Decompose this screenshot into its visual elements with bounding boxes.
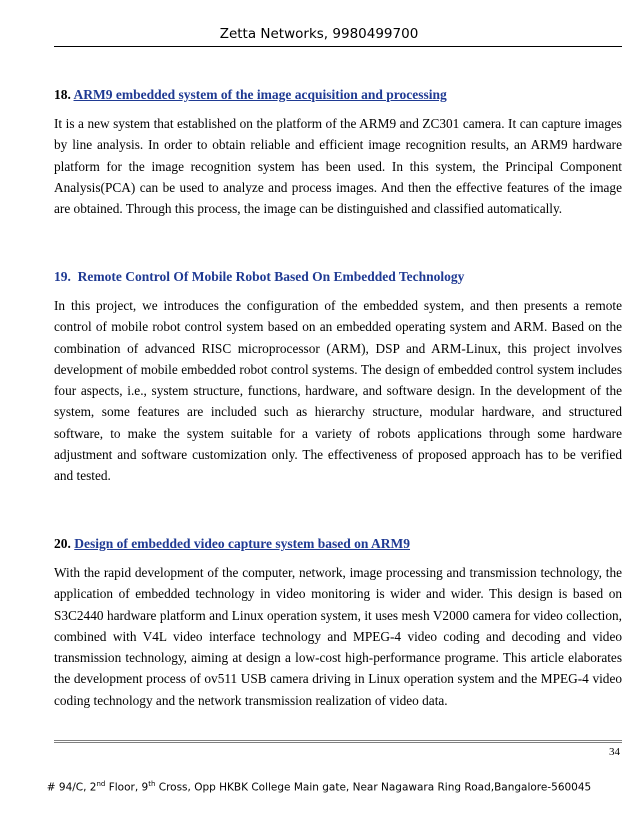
section-number: 18.	[54, 87, 71, 102]
section-title	[54, 535, 622, 553]
page-footer-address	[0, 780, 638, 794]
section-18	[54, 86, 622, 219]
section-number: 19.	[54, 269, 71, 284]
page-header: Zetta Networks, 9980499700	[219, 26, 419, 42]
section-number: 20.	[54, 536, 71, 551]
section-body: In this project, we introduces the configuration of the embedded system, and then presents a remote control of mobile robot control system based on an embedded operating system and ARM. Based on the combination of advanced RISC microprocessor (ARM), DSP and ARM-Linux, this project involves development of mobile embedded robot control systems. The design of embedded control system includes four aspects, i.e., system structure, functions, hardware, and software design. In the development of the system, some features are included such as hierarchy structure, modular hardware, and structured software, to make the system suitable for a variety of robots applications through some hardware adjustment and software customization only. The effectiveness of proposed approach has to be verified and tested.	[54, 298, 622, 484]
section-19	[54, 268, 622, 487]
section-body: With the rapid development of the computer, network, image processing and transmission technology, the application of embedded technology in video monitoring is wider and wider. This design is based on S3C2440 hardware platform and Linux operation system, it uses mesh V2000 camera for video collection, combined with V4L video interface technology and MPEG-4 video coding and decoding and video transmission technology, aiming at design a low-cost high-performance programe. This article elaborates the development process of ov511 USB camera driving in Linux operation system and the MPEG-4 video coding technology and the network transmission realization of video data.	[54, 565, 622, 708]
section-title	[54, 268, 622, 286]
section-body: It is a new system that established on the platform of the ARM9 and ZC301 camera. It can capture images by line analysis. In order to obtain reliable and efficient image recognition results, an ARM9 hardware platform for the image recognition system has been used. In this system, the Principal Component Analysis(PCA) can be used to analyze and process images. And then the effective features of the image are obtained. Through this process, the image can be distinguished and classified automatically.	[54, 116, 622, 217]
footer-superscript: nd	[96, 780, 106, 788]
footer-divider	[54, 740, 622, 743]
footer-text-part: Floor, 9	[105, 781, 149, 794]
section-title-link[interactable]: ARM9 embedded system of the image acquisition and processing	[73, 87, 447, 102]
section-20	[54, 535, 622, 711]
section-title	[54, 86, 622, 104]
footer-text-part: Cross, Opp HKBK College Main gate, Near Nagawara Ring Road,Bangalore-560045	[155, 781, 592, 794]
header-divider	[54, 46, 622, 47]
section-title-link[interactable]: Design of embedded video capture system based on ARM9	[74, 536, 411, 551]
footer-superscript: th	[148, 780, 156, 788]
footer-text-part: # 94/C, 2	[46, 781, 97, 794]
page-number: 34	[609, 746, 620, 758]
section-title-text: Remote Control Of Mobile Robot Based On Embedded Technology	[77, 269, 465, 284]
